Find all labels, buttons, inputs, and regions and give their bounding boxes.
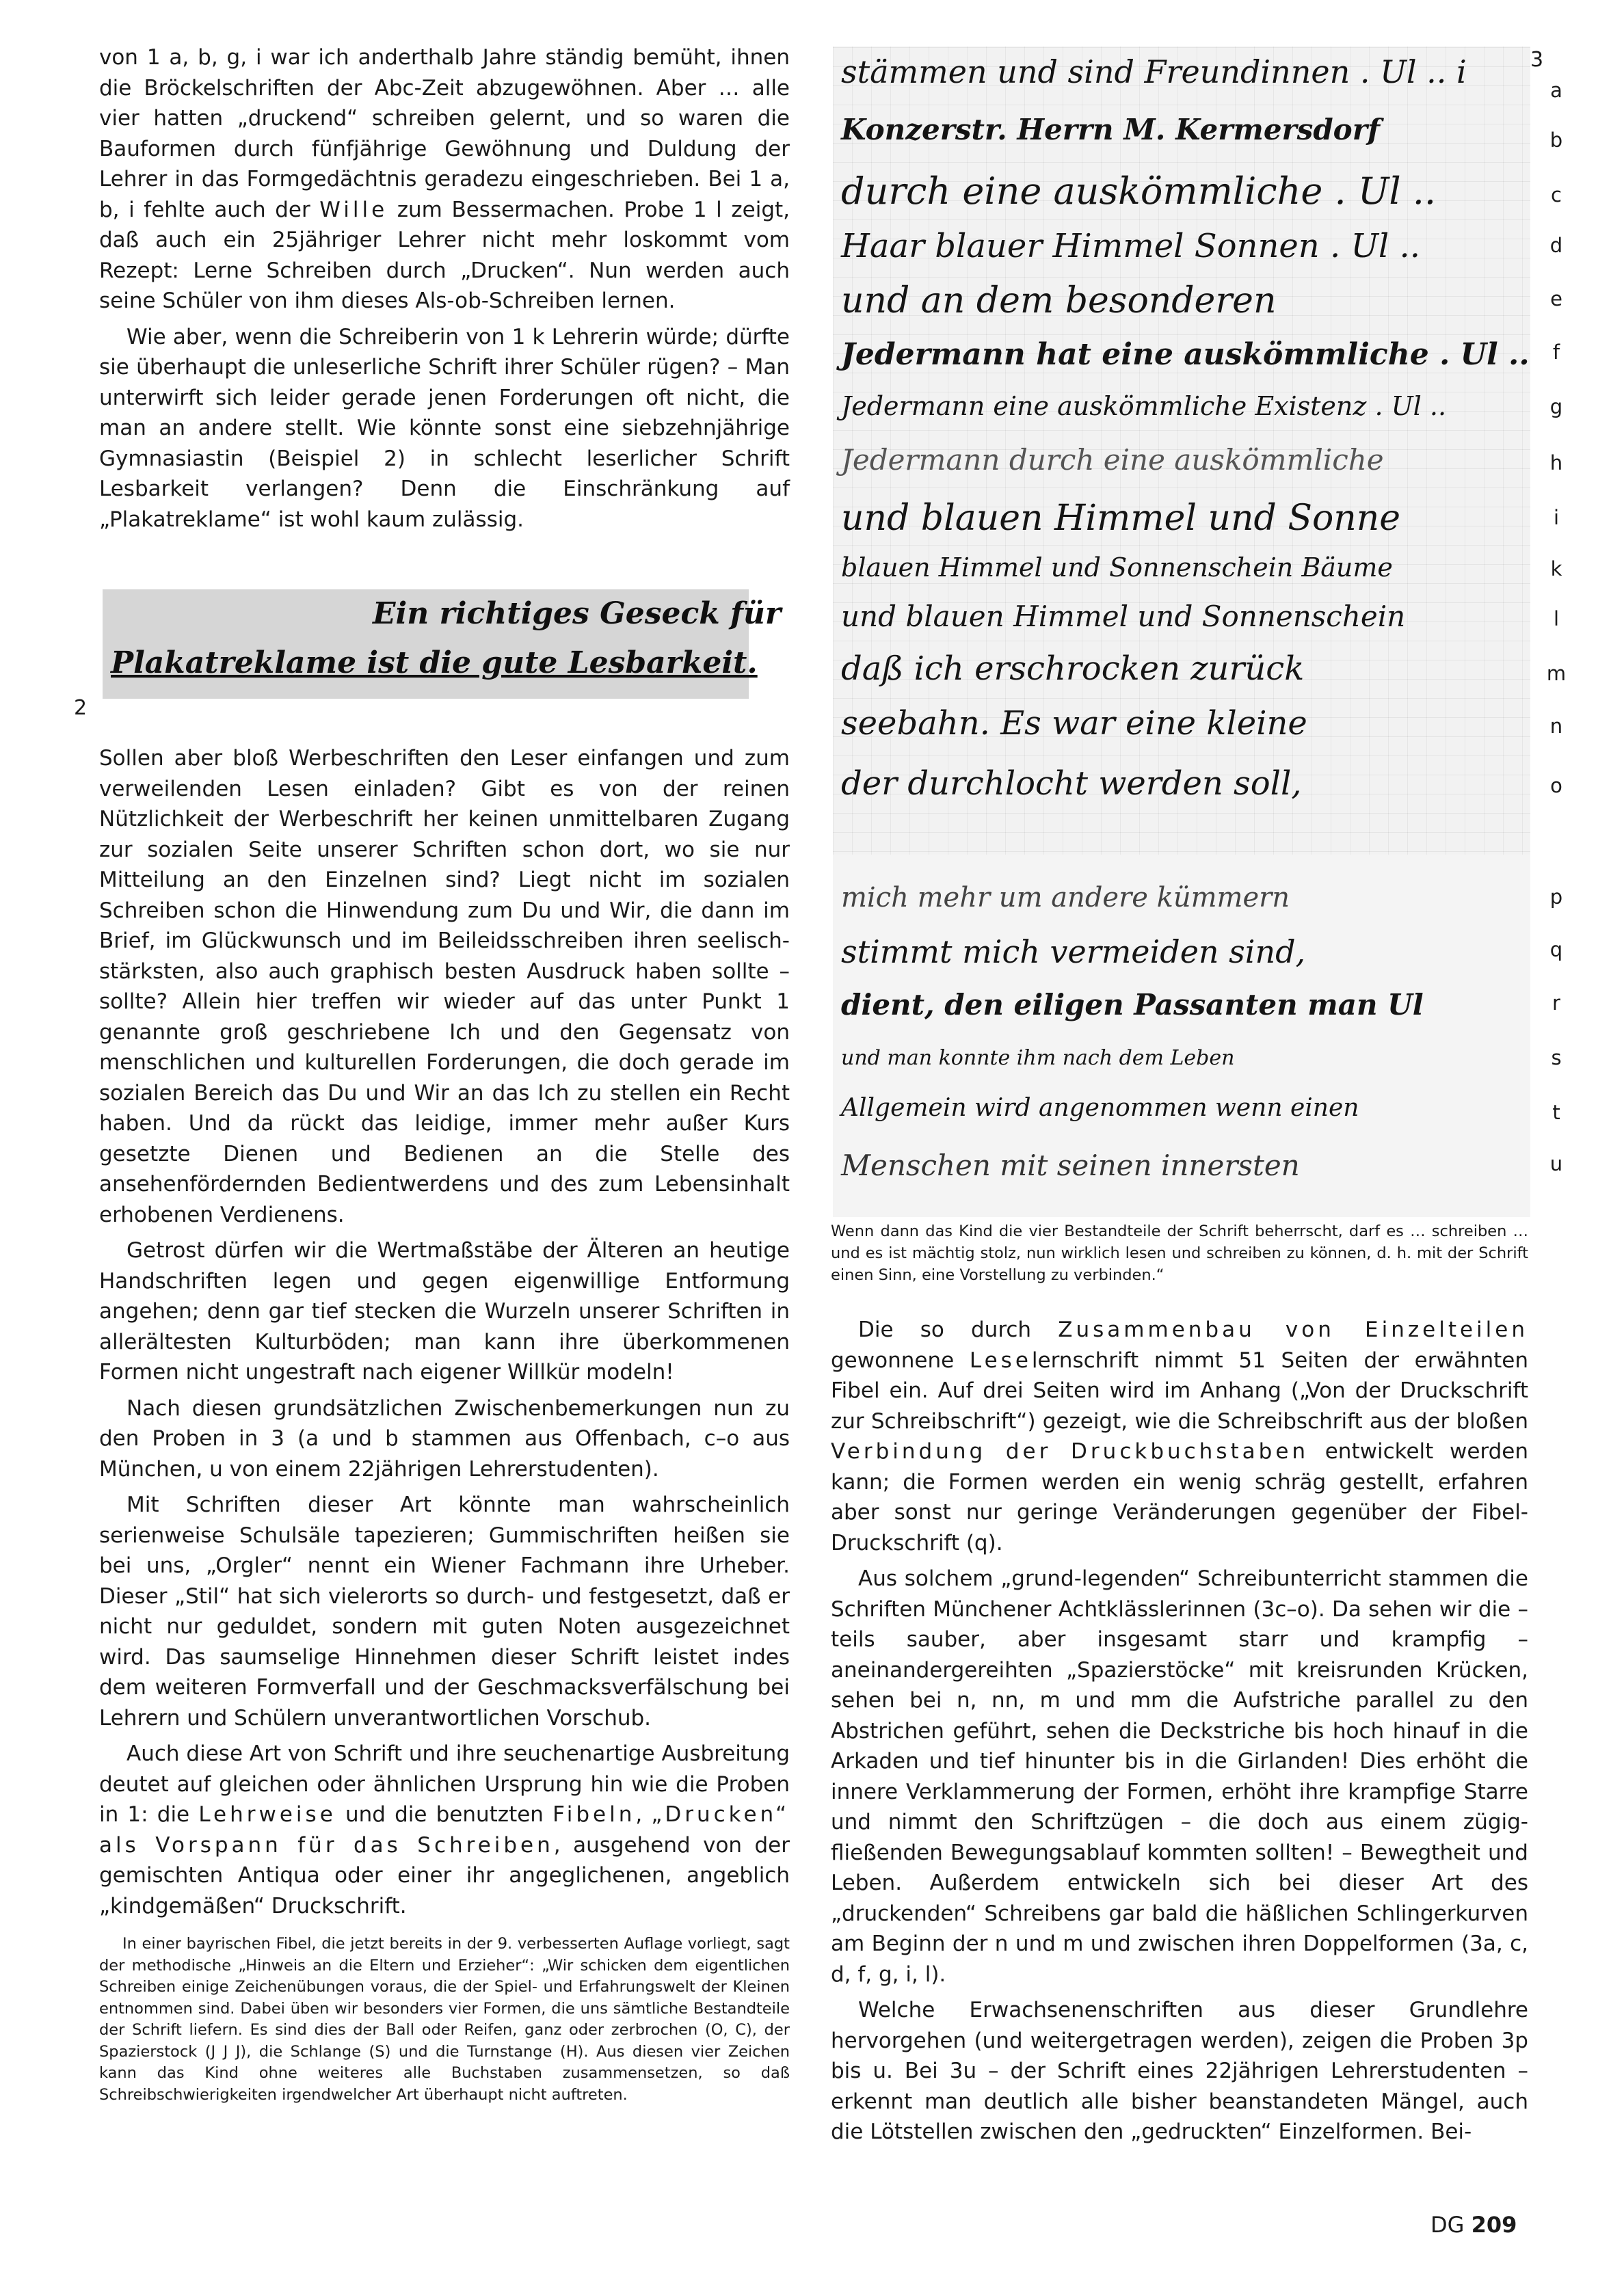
sample-k: blauen Himmel und Sonnenschein Bäume xyxy=(841,552,1393,583)
right-paragraph-2: Aus solchem „grund-legenden“ Schreibunterricht stammen die Schriften Münchener Achtklässlerinnen (3c–o). Da sehen wir die – teils sauber, aber insgesamt starr und krampfig – aneinandergereihten „Spazierstöcke“ mit kreisrunden Krücken, sehen bei n, nn, m und mm die Aufstriche parallel zu den Abstrichen geführt, sehen die Deckstriche bis hoch hinauf in die Arkaden und tief hinunter bis in die Girlanden! Dies erhöht die innere Verklammerung der Formen, erhöht ihre krampfige Starre und nimmt den Schriftzügen – die doch aus einem zügig-fließenden Bewegungsablauf kommten sollten! – Bewegtheit und Leben. Außerdem entwickeln sich bei dieser Art des „druckenden“ Schreibens gar bald die häßlichen Schlingerkurven am Beginn der n und m und zwischen ihren Doppelformen (3a, c, d, f, g, i, l). xyxy=(831,1566,1528,1987)
page-number: 209 xyxy=(1471,2212,1517,2238)
sample-tag-a: a xyxy=(1550,79,1562,102)
sample-p: mich mehr um andere kümmern xyxy=(841,882,1290,913)
sample-tag-l: l xyxy=(1553,607,1560,630)
sample-tag-d: d xyxy=(1549,234,1563,257)
sample-tag-r: r xyxy=(1552,991,1560,1015)
sample-t: Allgemein wird angenommen wenn einen xyxy=(841,1094,1359,1122)
sample-m: daß ich erschrocken zurück xyxy=(841,650,1305,688)
paragraph-1: von 1 a, b, g, i war ich anderthalb Jahre ständig bemüht, ihnen die Bröckelschriften der Abc-Zeit abzugewöhnen. Aber … alle vier hatten „druckend“ schreiben gelernt, und so waren die Bauformen durch fünfjährige Gewöhnung und Duldung der Lehrer in das Formgedächtnis geradezu eingeschrieben. Bei 1 a, b, i fehlte auch der Wille zum Bessermachen. Probe 1 l zeigt, daß auch ein 25jähriger Lehrer nicht mehr loskommt vom Rezept: Lerne Schreiben durch „Drucken“. Nun werden auch seine Schüler von ihm dieses Als-ob-Schreiben lernen. xyxy=(99,45,790,313)
sample-u: Menschen mit seinen innersten xyxy=(841,1149,1300,1182)
sample-tag-t: t xyxy=(1552,1101,1560,1124)
paragraph-7: Auch diese Art von Schrift und ihre seuchenartige Ausbreitung deutet auf gleichen oder ähnlichen Ursprung hin wie die Proben in 1: die Lehrweise und die benutzten Fibeln, „Drucken“ als Vorspann für das Schreiben, ausgehend von der gemischten Antiqua oder einer ihr angeglichenen, angeblich „kindgemäßen“ Druckschrift. xyxy=(99,1741,790,1918)
right-paragraph-1: Die so durch Zusammenbau von Einzelteilen gewonnene Leselernschrift nimmt 51 Seiten der erwähnten Fibel ein. Auf drei Seiten wird im Anhang („Von der Druckschrift zur Schreibschrift“) gezeigt, wie die Schreibschrift aus der bloßen Verbindung der Druckbuchstaben entwickelt werden kann; die Formen werden ein wenig schräg gestellt, erfahren aber sonst nur geringe Veränderungen gegenüber der Fibel-Druckschrift (q). xyxy=(831,1317,1529,1555)
figure-2-handwriting xyxy=(103,589,782,699)
paragraph-4: Getrost dürfen wir die Wertmaßstäbe der Älteren an heutige Handschriften legen und gegen eigenwillige Entformung angehen; denn gar tief stecken die Wurzeln unserer Schriften in allerältesten Kulturböden; man kann ihre überkommenen Formen nicht ungestraft nach eigener Willkür modeln! xyxy=(99,1238,790,1385)
sample-tag-m: m xyxy=(1546,662,1567,685)
paragraph-5: Nach diesen grundsätzlichen Zwischenbemerkungen nun zu den Proben in 3 (a und b stammen aus Offenbach, c–o aus München, u von einem 22jährigen Lehrerstudenten). xyxy=(99,1395,790,1482)
left-column-continued xyxy=(99,743,790,2106)
sample-tag-q: q xyxy=(1549,938,1563,961)
sample-tag-g: g xyxy=(1549,395,1563,418)
sample-tag-u: u xyxy=(1549,1152,1563,1175)
sample-n: seebahn. Es war eine kleine xyxy=(841,704,1307,743)
figure-3-caption: Wenn dann das Kind die vier Bestandteile der Schrift beherrscht, darf es … schreiben … und es ist mächtig stolz, nun wirklich lesen und schreiben zu können, d. h. mit der Schrift einen Sinn, eine Vorstellung zu verbinden.“ xyxy=(831,1222,1528,1284)
sample-b: Konzerstr. Herrn M. Kermersdorf xyxy=(841,113,1380,146)
figure-2-line-2: Plakatreklame ist die gute Lesbarkeit. xyxy=(111,645,758,680)
sample-s: und man konnte ihm nach dem Leben xyxy=(841,1046,1235,1070)
sample-e: und an dem besonderen xyxy=(841,280,1277,321)
sample-c: durch eine auskömmliche . Ul .. xyxy=(841,170,1437,213)
journal-abbrev: DG xyxy=(1430,2212,1465,2238)
sample-i: und blauen Himmel und Sonne xyxy=(841,498,1401,539)
sample-h: Jedermann durch eine auskömmliche xyxy=(841,443,1384,477)
figure-2-line-1: Ein richtiges Geseck für xyxy=(373,596,782,631)
sample-q: stimmt mich vermeiden sind, xyxy=(841,933,1306,970)
sample-tag-n: n xyxy=(1549,714,1563,738)
right-column xyxy=(831,1315,1528,2148)
sample-tag-o: o xyxy=(1550,774,1562,797)
right-paragraph-3: Welche Erwachsenenschriften aus dieser Grundlehre hervorgehen (und weitergetragen werden), zeigen die Proben 3p bis u. Bei 3u – der Schrift eines 22jährigen Lehrerstudenten – erkennt man deutlich alle bisher beanstandeten Mängel, auch die Lötstellen zwischen den „gedruckten“ Einzelformen. Bei- xyxy=(831,1998,1528,2144)
sample-o: der durchlocht werden soll, xyxy=(841,764,1302,803)
paragraph-2: Wie aber, wenn die Schreiberin von 1 k Lehrerin würde; dürfte sie überhaupt die unleserliche Schrift ihrer Schüler rügen? – Man unterwirft sich leider gerade jenen Forderungen oft nicht, die man an andere stellt. Wie könnte sonst eine siebzehnjährige Gymnasiastin (Beispiel 2) in schlecht leserlicher Schrift Lesbarkeit verlangen? Denn die Einschränkung auf „Plakatreklame“ ist wohl kaum zulässig. xyxy=(99,324,790,532)
sample-tag-b: b xyxy=(1549,129,1563,152)
footnote-quote: In einer bayrischen Fibel, die jetzt bereits in der 9. verbesserten Auflage vorliegt, sagt der methodische „Hinweis an die Eltern und Erzieher“: „Wir schicken dem eigentlichen Schreiben einige Zeichenübungen voraus, die der Spiel- und Erfahrungswelt der Kleinen entnommen sind. Dabei üben wir besonders vier Formen, die uns sämtliche Bestandteile der Schrift liefern. Es sind dies der Ball oder Reifen, ganz oder zerbrochen (O, C), der Spazierstock (J J J), die Schlange (S) und die Turnstange (H). Aus diesen vier Zeichen kann das Kind ohne weiteres alle Buchstaben zusammensetzen, so daß Schreibschwierigkeiten irgendwelcher Art überhaupt nicht auftreten. xyxy=(99,1935,790,2104)
sample-f: Jedermann hat eine auskömmliche . Ul .. xyxy=(841,337,1530,372)
sample-g: Jedermann eine auskömmliche Existenz . Ul .. xyxy=(841,391,1447,421)
left-column xyxy=(99,42,790,535)
sample-tag-h: h xyxy=(1549,451,1563,474)
sample-tag-s: s xyxy=(1551,1046,1562,1069)
sample-tag-k: k xyxy=(1550,557,1562,580)
sample-r: dient, den eiligen Passanten man Ul xyxy=(841,988,1424,1021)
sample-l: und blauen Himmel und Sonnenschein xyxy=(841,600,1406,633)
paragraph-6: Mit Schriften dieser Art könnte man wahrscheinlich serienweise Schulsäle tapezieren; Gummischriften heißen sie bei uns, „Orgler“ nennt ein Wiener Fachmann ihre Urheber. Dieser „Stil“ hat sich vielerorts so durch- und festgesetzt, daß er nicht nur geduldet, sondern mit guten Noten ausgezeichnet wird. Das saumselige Hinnehmen dieser Schrift leistet indes dem weiteren Formverfall und der Geschmacksverfälschung bei Lehrern und Schülern unverantwortlichen Vorschub. xyxy=(99,1493,790,1730)
sample-tag-f: f xyxy=(1552,340,1560,364)
sample-tag-i: i xyxy=(1553,506,1560,529)
sample-tag-c: c xyxy=(1551,183,1562,206)
page-footer xyxy=(1430,2212,1517,2238)
sample-tag-p: p xyxy=(1549,885,1563,909)
sample-tag-e: e xyxy=(1550,287,1562,310)
figure-3-number: 3 xyxy=(1530,48,1544,72)
paragraph-3: Sollen aber bloß Werbeschriften den Leser einfangen und zum verweilenden Lesen einladen? Gibt es von der reinen Nützlichkeit der Werbeschrift her keinen unmittelbaren Zugang zur sozialen Seite unserer Schriften schon dort, wo sie nur Mitteilung an den Einzelnen sind? Liegt nicht im sozialen Schreiben schon die Hinwendung zum Du und Wir, die dann im Brief, im Glückwunsch und im Beileidsschreiben ihren seelisch-stärksten, also auch graphisch besten Ausdruck haben sollte – sollte? Allein hier treffen wir wieder auf das unter Punkt 1 genannte groß geschriebene Ich und den Gegensatz von menschlichen und kulturellen Forderungen, die doch gerade im sozialen Bereich das Du und Wir an das Ich zu stellen ein Recht haben. Und da rückt das leidige, immer mehr außer Kurs gesetzte Dienen und Bedienen an die Stelle des ansehenfördernden Bedientwerdens und des zum Lebensinhalt erhobenen Verdienens. xyxy=(99,746,790,1227)
sample-d: Haar blauer Himmel Sonnen . Ul .. xyxy=(841,227,1421,265)
sample-a: stämmen und sind Freundinnen . Ul .. i xyxy=(841,53,1467,90)
figure-2-number: 2 xyxy=(74,696,88,720)
